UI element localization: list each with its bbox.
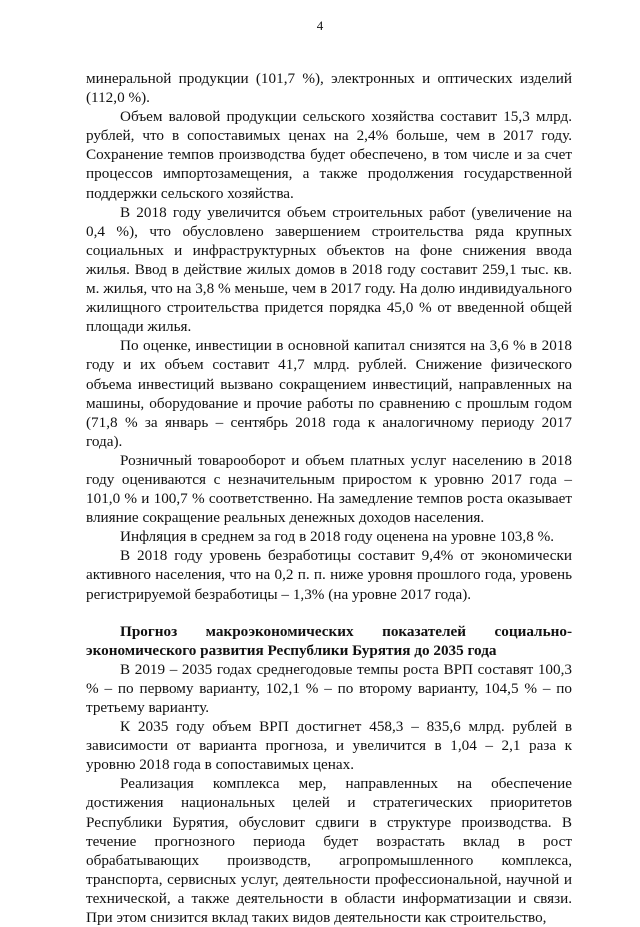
section-spacer [86, 604, 572, 622]
paragraph-construction: В 2018 году увеличится объем строительных работ (увеличение на 0,4 %), что обусловлено завершением строительства ряда крупных социальных и инфраструктурных объектов на фоне снижения ввода жилья. Ввод в действие жилых домов в 2018 году составит 259,1 тыс. кв. м. жилья, что на 3,8 % меньше, чем в 2017 году. На долю индивидуального жилищного строительства придется порядка 45,0 % от введенной общей площади жилья. [86, 203, 572, 336]
paragraph-grp-volume: К 2035 году объем ВРП достигнет 458,3 – 835,6 млрд. рублей в зависимости от варианта прогноза, и увеличится в 1,04 – 2,1 раза к уровню 2018 года в сопоставимых ценах. [86, 718, 572, 774]
page-number: 4 [316, 18, 324, 33]
paragraph-unemployment: В 2018 году уровень безработицы составит 9,4% от экономически активного населения, что на 0,2 п. п. ниже уровня прошлого года, уровень регистрируемой безработицы – 1,3% (на уровне 2017 года). [86, 547, 572, 603]
paragraph-inflation: Инфляция в среднем за год в 2018 году оценена на уровне 103,8 %. [120, 528, 555, 546]
document-body [86, 69, 572, 927]
paragraph-investment: По оценке, инвестиции в основной капитал снизятся на 3,6 % в 2018 году и их объем составит 41,7 млрд. рублей. Снижение физического объема инвестиций вызвано сокращением инвестиций, направленных на машины, оборудование и прочие работы по сравнению с прошлым годом (71,8 % за январь – сентябрь 2018 года к аналогичному периоду 2017 года). [86, 337, 572, 450]
section-heading: Прогноз макроэкономических показателей социально-экономического развития Республики Бурятия до 2035 года [86, 622, 572, 659]
paragraph-grp-growth: В 2019 – 2035 годах среднегодовые темпы роста ВРП составят 100,3 % – по первому варианту, 102,1 % – по второму варианту, 104,5 % – по третьему варианту. [86, 660, 572, 716]
paragraph-retail: Розничный товарооборот и объем платных услуг населению в 2018 году оцениваются с незначительным приростом к уровню 2017 года – 101,0 % и 100,7 % соответственно. На замедление темпов роста оказывает влияние сокращение реальных денежных доходов населения. [86, 451, 572, 527]
paragraph-continuation: минеральной продукции (101,7 %), электронных и оптических изделий (112,0 %). [86, 70, 572, 107]
paragraph-structural-shifts: Реализация комплекса мер, направленных на обеспечение достижения национальных целей и стратегических приоритетов Республики Бурятия, обусловит сдвиги в структуре производства. В течение прогнозного периода будет возрастать вклад в рост обрабатывающих производств, агропромышленного комплекса, транспорта, сервисных услуг, деятельности профессиональной, научной и технической, а также деятельности в области информатизации и связи. При этом снизится вклад таких видов деятельности как строительство, [86, 775, 572, 927]
paragraph-agriculture: Объем валовой продукции сельского хозяйства составит 15,3 млрд. рублей, что в сопоставимых ценах на 2,4% больше, чем в 2017 году. Сохранение темпов производства будет обеспечено, в том числе и за счет процессов импортозамещения, а также продолжения государственной поддержки сельского хозяйства. [86, 108, 572, 202]
